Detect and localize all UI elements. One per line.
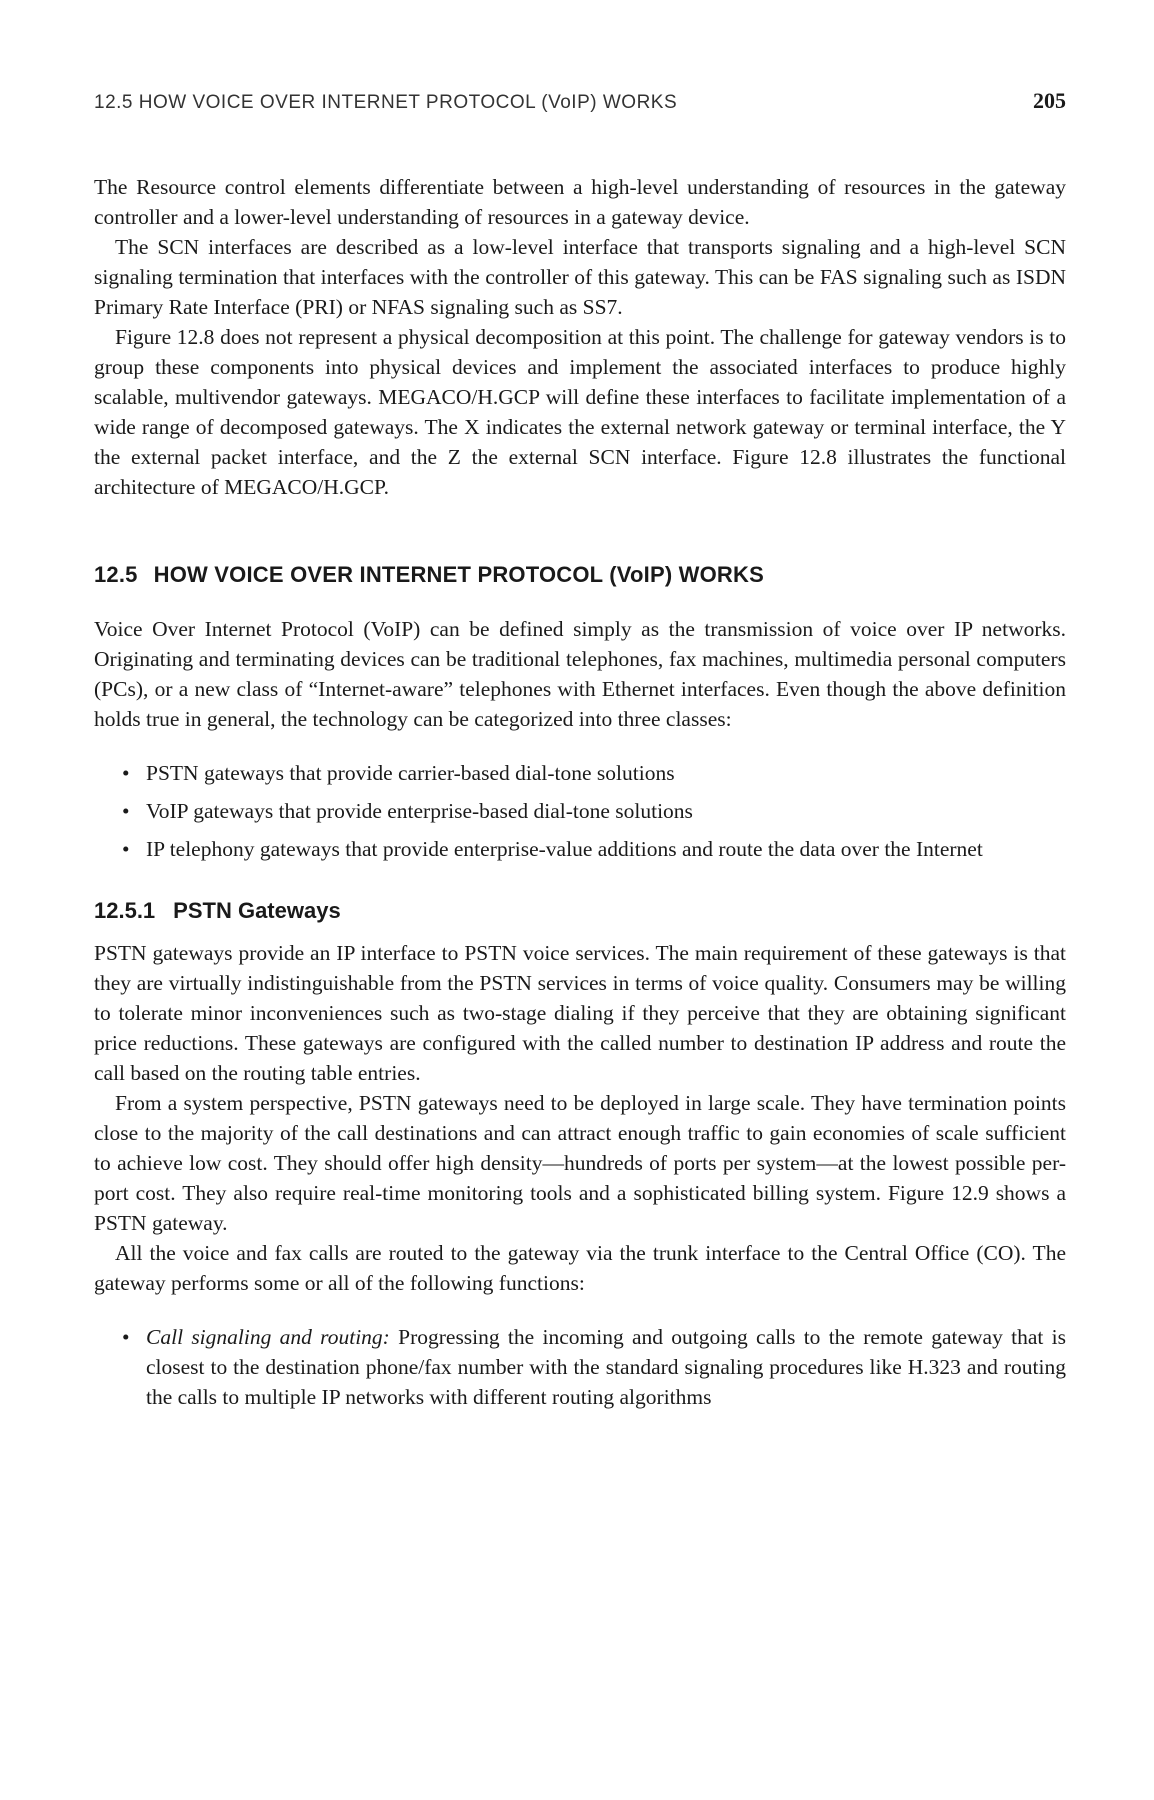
- section-number: 12.5: [94, 562, 138, 587]
- function-text: Progressing the incoming and outgoing calls to the remote gateway that is closest to the destination phone/fax number with the standard signaling procedures like H.323 and routing the calls to multiple IP networks with different routing algorithms: [146, 1325, 1066, 1409]
- list-item-text: IP telephony gateways that provide enterprise-value additions and route the data over the Internet: [146, 837, 983, 861]
- function-term: Call signaling and routing:: [146, 1325, 390, 1349]
- classes-list: [94, 758, 1066, 864]
- section-title: HOW VOICE OVER INTERNET PROTOCOL (VoIP) WORKS: [153, 562, 764, 587]
- intro-paragraph-1: The Resource control elements differentiate between a high-level understanding of resources in the gateway controller and a lower-level understanding of resources in a gateway device.: [94, 175, 1066, 229]
- page-number: 205: [1033, 88, 1066, 113]
- bullet-icon: •: [122, 1325, 130, 1349]
- bullet-icon: •: [122, 837, 130, 861]
- subsection-number: 12.5.1: [94, 898, 156, 923]
- functions-list: [94, 1322, 1066, 1412]
- subsection-paragraph-1: PSTN gateways provide an IP interface to PSTN voice services. The main requirement of these gateways is that they are virtually indistinguishable from the PSTN services in terms of voice quality. Consumers may be willing to tolerate minor inconveniences such as two-stage dialing if they perceive that they are obtaining significant price reductions. These gateways are configured with the called number to destination IP address and route the call based on the routing table entries.: [94, 941, 1066, 1085]
- list-item: [122, 796, 1066, 826]
- section-heading: [94, 562, 1066, 588]
- list-item-text: VoIP gateways that provide enterprise-based dial-tone solutions: [146, 799, 693, 823]
- page: [94, 88, 1066, 1420]
- section-paragraph: Voice Over Internet Protocol (VoIP) can be defined simply as the transmission of voice over IP networks. Originating and terminating devices can be traditional telephones, fax machines, multimedia personal computers (PCs), or a new class of “Internet-aware” telephones with Ethernet interfaces. Even though the above definition holds true in general, the technology can be categorized into three classes:: [94, 617, 1066, 731]
- list-item: [122, 758, 1066, 788]
- list-item: [122, 1322, 1066, 1412]
- intro-paragraph-2: The SCN interfaces are described as a low-level interface that transports signaling and a high-level SCN signaling termination that interfaces with the controller of this gateway. This can be FAS signaling such as ISDN Primary Rate Interface (PRI) or NFAS signaling such as SS7.: [94, 235, 1066, 319]
- subsection-title: PSTN Gateways: [173, 898, 341, 923]
- intro-paragraph-3: Figure 12.8 does not represent a physical decomposition at this point. The challenge for gateway vendors is to group these components into physical devices and implement the associated interfaces to produce highly scalable, multivendor gateways. MEGACO/H.GCP will define these interfaces to facilitate implementation of a wide range of decomposed gateways. The X indicates the external network gateway or terminal interface, the Y the external packet interface, and the Z the external SCN interface. Figure 12.8 illustrates the functional architecture of MEGACO/H.GCP.: [94, 325, 1066, 499]
- subsection-heading: [94, 898, 1066, 924]
- bullet-icon: •: [122, 799, 130, 823]
- subsection-paragraph-2: From a system perspective, PSTN gateways need to be deployed in large scale. They have termination points close to the majority of the call destinations and can attract enough traffic to gain economies of scale sufficient to achieve low cost. They should offer high density—hundreds of ports per system—at the lowest possible per-port cost. They also require real-time monitoring tools and a sophisticated billing system. Figure 12.9 shows a PSTN gateway.: [94, 1091, 1066, 1235]
- list-item: [122, 834, 1066, 864]
- running-header: [94, 88, 1066, 114]
- subsection-paragraph-3: All the voice and fax calls are routed to the gateway via the trunk interface to the Central Office (CO). The gateway performs some or all of the following functions:: [94, 1241, 1066, 1295]
- running-title: 12.5 HOW VOICE OVER INTERNET PROTOCOL (VoIP) WORKS: [94, 92, 678, 113]
- bullet-icon: •: [122, 761, 130, 785]
- list-item-text: PSTN gateways that provide carrier-based dial-tone solutions: [146, 761, 675, 785]
